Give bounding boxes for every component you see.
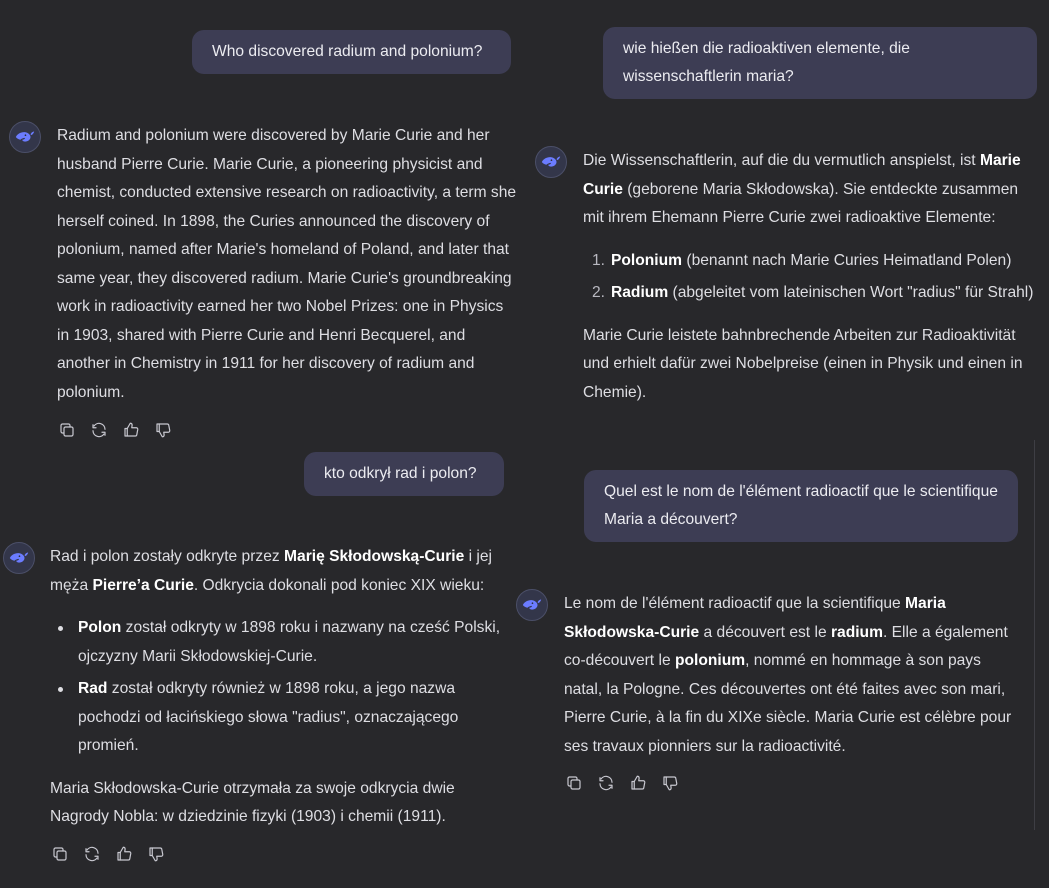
like-button[interactable] bbox=[114, 844, 134, 864]
bold-text: polonium bbox=[674, 652, 746, 669]
copy-button[interactable] bbox=[50, 844, 70, 864]
assistant-message bbox=[564, 590, 1016, 761]
assistant-avatar bbox=[516, 589, 548, 621]
text-run: (geborene Maria Skłodowska). Sie entdeckte zusammen mit ihrem Ehemann Pierre Curie zwei radioaktive Elemente: bbox=[583, 180, 1019, 226]
user-message-bubble bbox=[603, 27, 1037, 99]
assistant-paragraph: Marie Curie leistete bahnbrechende Arbeiten zur Radioaktivität und erhielt dafür zwei Nobelpreise (einen in Physik und einen in Chemie). bbox=[583, 326, 1023, 401]
user-message-text: wie hießen die radioaktiven elemente, die wissenschaftlerin maria? bbox=[623, 40, 910, 85]
text-run: , nommé en hommage à son pays natal, la Pologne. Ces découvertes ont été faites avec son mari, Pierre Curie, à la fin du XIXe siècle. Maria Curie est célèbre pour ses travaux pionniers sur la radioactivité. bbox=[564, 652, 1012, 755]
assistant-paragraph: Maria Skłodowska-Curie otrzymała za swoje odkrycia dwie Nagrody Nobla: w dziedzinie fizyki (1903) i chemii (1911). bbox=[50, 779, 455, 825]
copy-button[interactable] bbox=[57, 420, 77, 440]
regenerate-button[interactable] bbox=[596, 773, 616, 793]
bold-text: Radium bbox=[611, 284, 669, 301]
assistant-paragraph bbox=[50, 543, 510, 600]
text-run: i jej męża bbox=[50, 548, 493, 594]
text-run: Rad i polon zostały odkryte przez bbox=[50, 548, 285, 565]
list-item bbox=[583, 279, 1041, 308]
message-actions bbox=[50, 844, 166, 864]
list-item bbox=[50, 675, 510, 761]
user-message-bubble bbox=[304, 452, 504, 496]
bold-text: Marie Curie bbox=[583, 152, 1021, 198]
thumbs-down-icon bbox=[147, 845, 165, 863]
assistant-message bbox=[583, 147, 1041, 407]
assistant-avatar bbox=[3, 542, 35, 574]
assistant-message bbox=[57, 122, 517, 407]
copy-icon bbox=[51, 845, 69, 863]
list-item bbox=[583, 247, 1041, 276]
regenerate-button[interactable] bbox=[89, 420, 109, 440]
user-message-bubble bbox=[584, 470, 1018, 542]
text-run: (benannt nach Marie Curies Heimatland Polen) bbox=[682, 251, 1012, 269]
thumbs-up-icon bbox=[629, 774, 647, 792]
text-run: Le nom de l'élément radioactif que la scientifique bbox=[564, 595, 906, 612]
whale-logo-icon bbox=[540, 151, 562, 173]
whale-logo-icon bbox=[14, 126, 36, 148]
numbered-list bbox=[583, 247, 1041, 308]
text-run: Die Wissenschaftlerin, auf die du vermutlich anspielst, ist bbox=[583, 152, 980, 169]
like-button[interactable] bbox=[121, 420, 141, 440]
scroll-divider bbox=[1034, 440, 1035, 830]
dislike-button[interactable] bbox=[153, 420, 173, 440]
copy-icon bbox=[58, 421, 76, 439]
message-actions bbox=[564, 773, 680, 793]
bold-text: Rad bbox=[78, 680, 108, 697]
text-run: został odkryty w 1898 roku i nazwany na cześć Polski, ojczyzny Marii Skłodowskiej-Curie. bbox=[78, 619, 501, 665]
like-button[interactable] bbox=[628, 773, 648, 793]
bold-text: Polon bbox=[78, 619, 122, 636]
dislike-button[interactable] bbox=[660, 773, 680, 793]
whale-logo-icon bbox=[8, 547, 30, 569]
regenerate-icon bbox=[83, 845, 101, 863]
user-message-text: Quel est le nom de l'élément radioactif que le scientifique Maria a découvert? bbox=[604, 483, 998, 528]
assistant-avatar bbox=[9, 121, 41, 153]
bold-text: Polonium bbox=[611, 251, 683, 269]
user-message-text: Who discovered radium and polonium? bbox=[212, 43, 483, 60]
assistant-message bbox=[50, 543, 510, 832]
whale-logo-icon bbox=[521, 594, 543, 616]
assistant-avatar bbox=[535, 146, 567, 178]
assistant-paragraph: Radium and polonium were discovered by Marie Curie and her husband Pierre Curie. Marie Curie, a pioneering physicist and chemist, conducted extensive research on radioactivity, a term she herself coined. In 1898, the Curies announced the discovery of polonium, named after Marie's homeland of Poland, and later that same year, they discovered radium. Marie Curie's groundbreaking work in radioactivity earned her two Nobel Prizes: one in Physics in 1903, shared with Pierre Curie and Henri Becquerel, and another in Chemistry in 1911 for her discovery of radium and polonium. bbox=[57, 127, 517, 401]
thumbs-down-icon bbox=[154, 421, 172, 439]
bold-text: Pierre’a Curie bbox=[92, 576, 194, 594]
text-run: został odkryty również w 1898 roku, a jego nazwa pochodzi od łacińskiego słowa "radius", oznaczającego promień. bbox=[78, 680, 459, 754]
user-message-text: kto odkrył rad i polon? bbox=[324, 465, 477, 482]
bullet-list bbox=[50, 614, 510, 761]
list-number: 1. bbox=[591, 251, 605, 269]
regenerate-button[interactable] bbox=[82, 844, 102, 864]
assistant-paragraph bbox=[583, 147, 1041, 233]
bold-text: Maria Skłodowska-Curie bbox=[564, 595, 946, 641]
text-run: (abgeleitet vom lateinischen Wort "radius" für Strahl) bbox=[668, 284, 1034, 301]
thumbs-down-icon bbox=[661, 774, 679, 792]
list-item bbox=[50, 614, 510, 671]
copy-button[interactable] bbox=[564, 773, 584, 793]
regenerate-icon bbox=[597, 774, 615, 792]
text-run: . Odkrycia dokonali pod koniec XIX wieku: bbox=[193, 576, 485, 594]
user-message-bubble bbox=[192, 30, 511, 74]
thumbs-up-icon bbox=[122, 421, 140, 439]
dislike-button[interactable] bbox=[146, 844, 166, 864]
assistant-paragraph bbox=[564, 590, 1016, 761]
bold-text: Marię Skłodowską-Curie bbox=[284, 548, 465, 565]
text-run: a découvert est le bbox=[699, 623, 831, 641]
list-number: 2. bbox=[591, 284, 605, 301]
regenerate-icon bbox=[90, 421, 108, 439]
message-actions bbox=[57, 420, 173, 440]
thumbs-up-icon bbox=[115, 845, 133, 863]
copy-icon bbox=[565, 774, 583, 792]
text-run: . Elle a également co-découvert le bbox=[564, 623, 1008, 669]
bold-text: radium bbox=[830, 623, 883, 641]
